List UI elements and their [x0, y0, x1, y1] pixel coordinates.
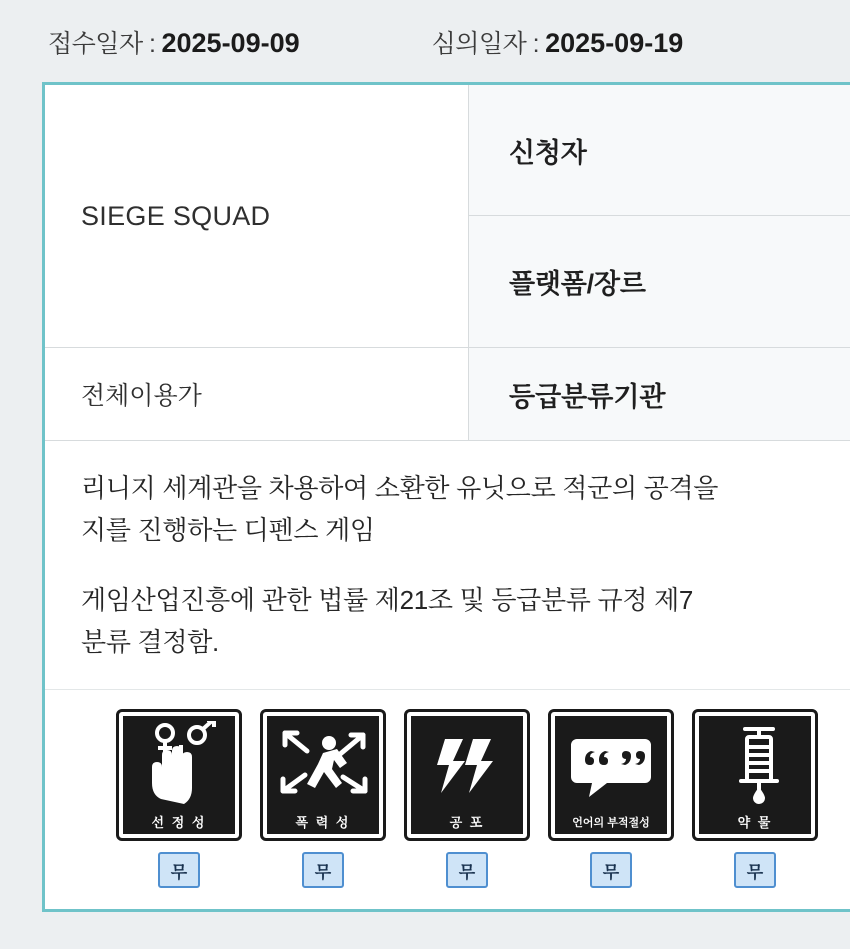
decision-line-1: 게임산업진흥에 관한 법률 제21조 및 등급분류 규정 제7 — [81, 585, 694, 616]
descriptor-drugs — [699, 712, 811, 888]
fear-icon — [407, 712, 527, 838]
language-icon — [551, 712, 671, 838]
language-icon-art — [555, 720, 667, 806]
violence-icon-art — [267, 720, 379, 806]
descriptor-violence — [267, 712, 379, 888]
received-date-label: 접수일자 : — [48, 30, 156, 58]
language-caption: 언어의 부적절성 — [572, 817, 650, 830]
fear-caption: 공 포 — [449, 815, 485, 831]
descriptor-sexuality — [123, 712, 235, 888]
drugs-icon — [695, 712, 815, 838]
language-badge: 무 — [590, 852, 632, 888]
descriptor-fear — [411, 712, 523, 888]
reviewed-date-label: 심의일자 : — [431, 30, 540, 58]
sexuality-caption: 선 정 성 — [151, 815, 207, 831]
sexuality-icon-art — [123, 720, 235, 806]
drugs-badge: 무 — [734, 852, 776, 888]
card-top-right — [469, 85, 850, 348]
violence-icon — [263, 712, 383, 838]
drugs-icon-art — [699, 720, 811, 806]
description-block — [45, 441, 850, 690]
decision-line-2: 분류 결정함. — [81, 627, 219, 658]
drugs-caption: 약 물 — [737, 815, 773, 831]
game-title-cell — [45, 85, 469, 348]
description-spacer — [81, 551, 850, 579]
description-line-2: 지를 진행하는 디펜스 게임 — [81, 515, 375, 546]
received-date — [48, 24, 300, 60]
reviewed-date-value: 2025-09-19 — [545, 28, 684, 58]
rating-row — [45, 348, 850, 441]
applicant-label-cell: 신청자 — [469, 85, 850, 216]
sexuality-badge: 무 — [158, 852, 200, 888]
description-line-1: 리니지 세계관을 차용하여 소환한 유닛으로 적군의 공격을 — [81, 473, 719, 503]
sexuality-icon — [119, 712, 239, 838]
descriptor-language — [555, 712, 667, 888]
content-descriptor-icons — [45, 690, 850, 888]
date-row — [0, 0, 850, 82]
violence-badge: 무 — [302, 852, 344, 888]
rating-value: 전체이용가 — [45, 348, 469, 441]
rating-org-label: 등급분류기관 — [469, 348, 850, 441]
game-title: SIEGE SQUAD — [81, 200, 271, 231]
fear-badge: 무 — [446, 852, 488, 888]
platform-genre-label-cell: 플랫폼/장르 — [469, 216, 850, 348]
received-date-value: 2025-09-09 — [161, 28, 300, 58]
reviewed-date — [432, 24, 684, 60]
certificate-card — [42, 82, 850, 912]
fear-icon-art — [411, 720, 523, 806]
card-top-row — [45, 85, 850, 348]
violence-caption: 폭 력 성 — [295, 815, 351, 831]
